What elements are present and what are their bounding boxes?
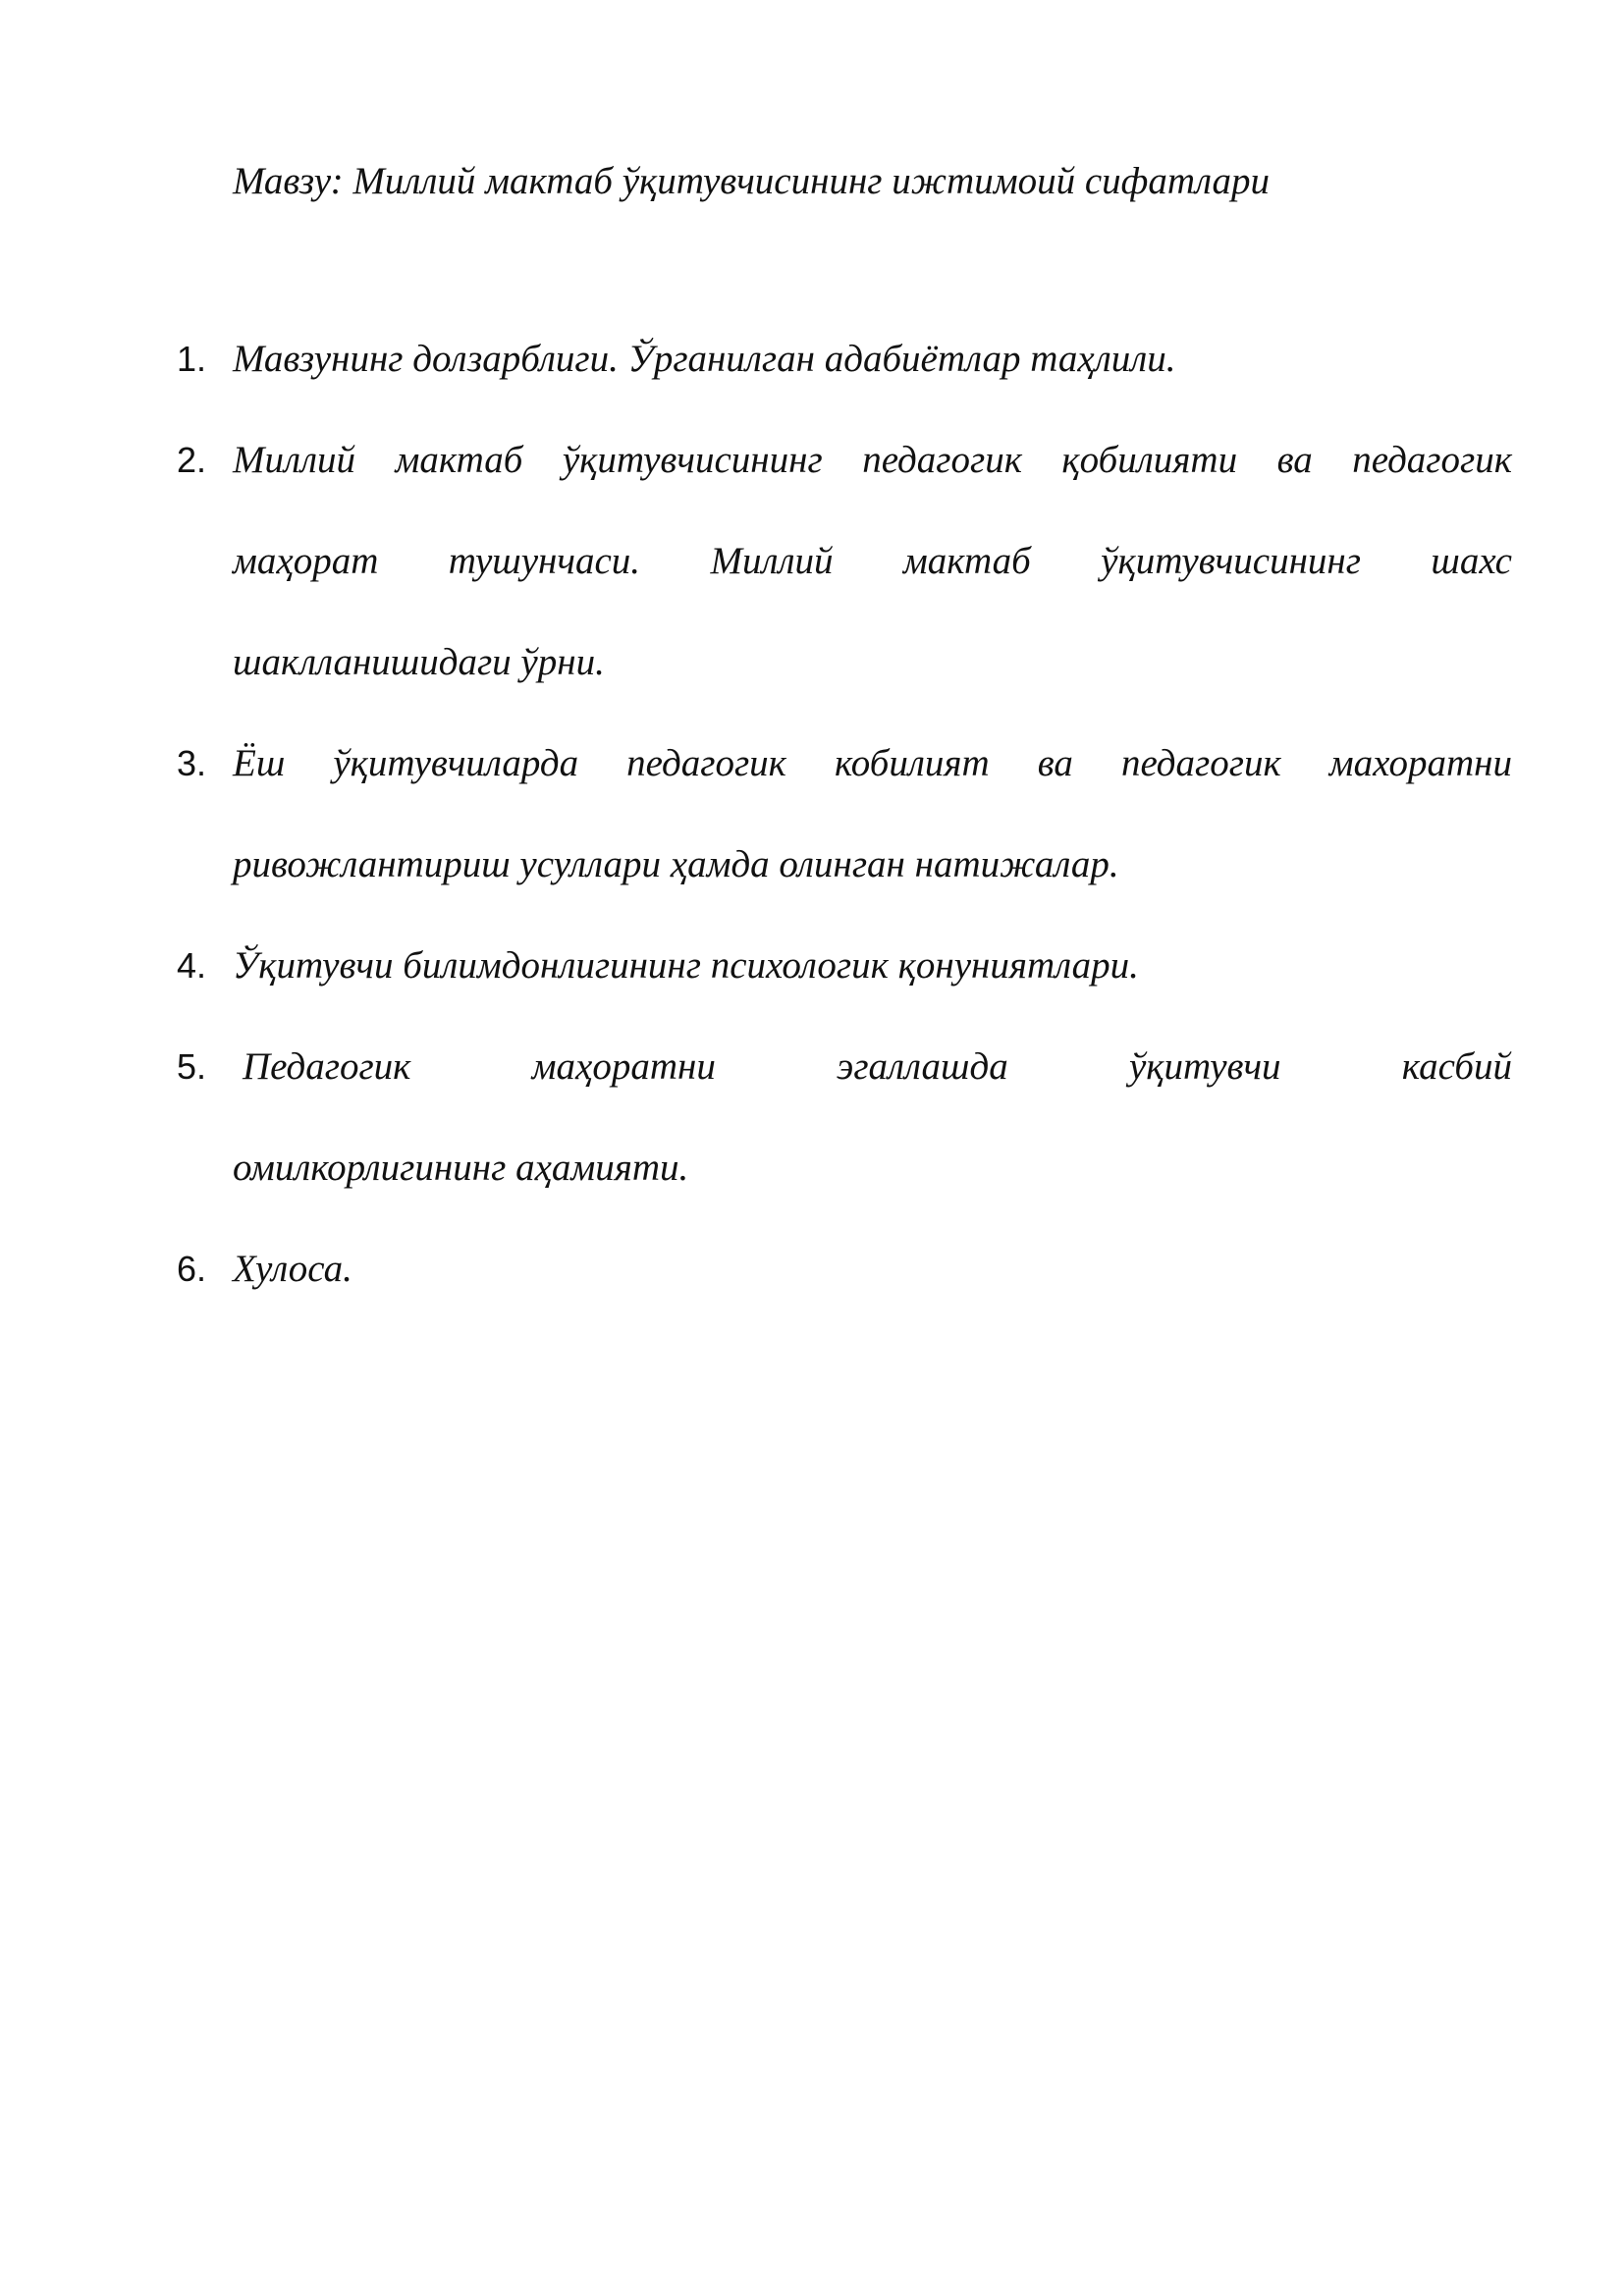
list-item-text [233, 713, 1512, 915]
list-item-line: Мавзунинг долзарблиги. Ўрганилган адабиётлар таҳлили. [233, 338, 1176, 380]
list-item-number: 2. [177, 440, 207, 480]
list-item-number: 3. [177, 743, 207, 783]
document-title: Мавзу: Миллий мактаб ўқитувчисининг ижтимоий сифатлари [233, 160, 1270, 202]
list-item-text [243, 1016, 1512, 1117]
list-item-text [233, 915, 1512, 1016]
list-item-line: Хулоса. [233, 1248, 352, 1290]
list-item-text [233, 409, 1512, 713]
list-item-number: 5. [177, 1046, 207, 1087]
list-item-line: ривожлантириш усуллари ҳамда олинган натижалар. [233, 843, 1119, 885]
list-item-number: 4. [177, 945, 207, 986]
list-item-text [233, 1218, 1512, 1319]
list-item-line: маҳорат тушунчаси. Миллий мактаб ўқитувчисининг шахс [233, 540, 1512, 582]
list-item-line: Ёш ўқитувчиларда педагогик кобилият ва педагогик махоратни [233, 742, 1512, 784]
list-item-line: Миллий мактаб ўқитувчисининг педагогик қобилияти ва педагогик [233, 439, 1512, 481]
list-item-line: шаклланишидаги ўрни. [233, 641, 605, 683]
list-item-line: омилкорлигининг аҳамияти. [233, 1147, 689, 1189]
list-item-text [233, 308, 1512, 409]
list-item-line: Ўқитувчи билимдонлигининг психологик қонуниятлари. [233, 944, 1139, 987]
list-item-number: 1. [177, 339, 207, 379]
list-item-number: 6. [177, 1249, 207, 1289]
list-item-text-continued [233, 1117, 1512, 1218]
list-item-line: Педагогик маҳоратни эгаллашда ўқитувчи касбий [243, 1045, 1512, 1088]
